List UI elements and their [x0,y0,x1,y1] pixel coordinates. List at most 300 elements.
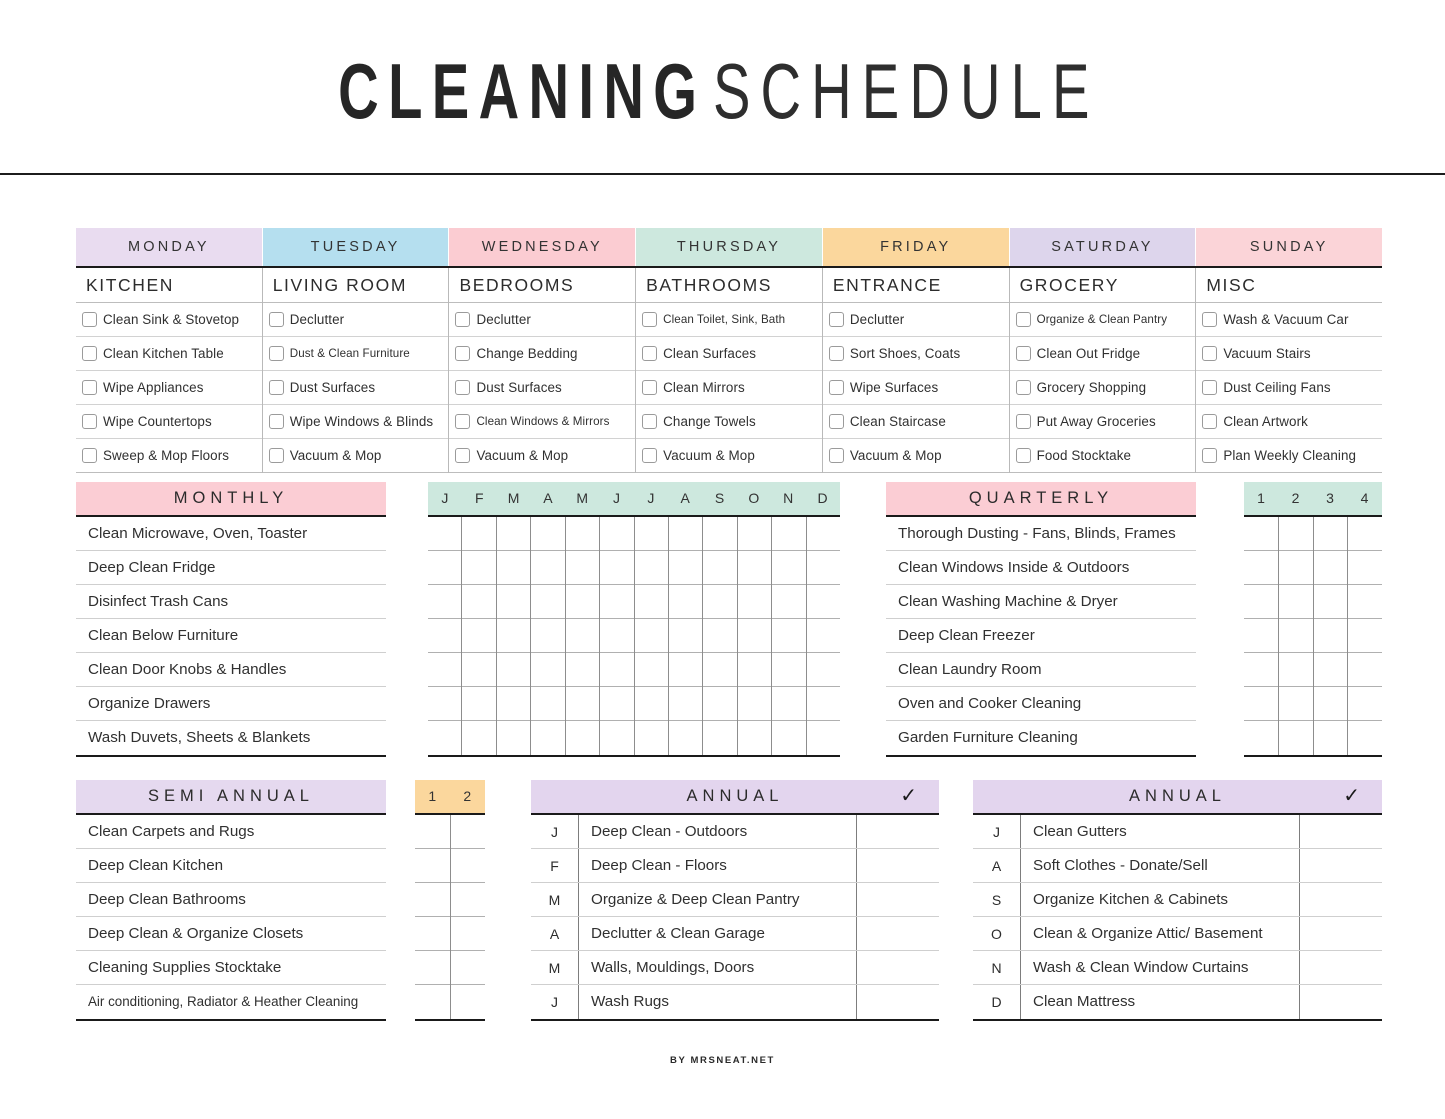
list-item[interactable]: Wash Duvets, Sheets & Blankets [88,729,311,746]
task-row[interactable] [263,439,449,473]
tracker-cell[interactable] [635,585,668,619]
tracker-column-header: 1 [428,788,437,804]
task-row[interactable] [1010,337,1196,371]
tracker-cell[interactable] [669,721,702,755]
annual-check-cell[interactable] [857,815,939,848]
tracker-cell[interactable] [566,551,599,585]
annual-row[interactable] [973,917,1382,951]
annual-task-label: Deep Clean - Floors [579,849,857,882]
list-item[interactable]: Clean Below Furniture [76,619,386,653]
tracker-cell[interactable] [451,883,486,917]
tracker-cell[interactable] [415,985,450,1019]
tracker-cell[interactable] [669,517,702,551]
tracker-column [462,517,496,755]
checkbox-icon[interactable] [829,448,844,463]
task-row[interactable] [636,405,822,439]
task-row[interactable] [1010,371,1196,405]
task-row[interactable] [263,371,449,405]
tracker-cell[interactable] [1348,619,1382,653]
tracker-cell[interactable] [462,619,495,653]
tracker-cell[interactable] [635,653,668,687]
semi-annual-heading: SEMI ANNUAL [76,780,386,813]
tracker-cell[interactable] [669,653,702,687]
task-row[interactable] [823,371,1009,405]
annual-check-cell[interactable] [1300,815,1382,848]
tracker-cell[interactable] [462,551,495,585]
checkbox-icon[interactable] [1202,414,1217,429]
task-label: Grocery Shopping [1036,380,1147,395]
list-item[interactable]: Deep Clean Fridge [76,551,386,585]
tracker-cell[interactable] [428,585,461,619]
tracker-cell[interactable] [703,517,736,551]
tracker-cell[interactable] [415,883,450,917]
checkbox-icon[interactable] [642,414,657,429]
tracker-cell[interactable] [428,687,461,721]
task-row[interactable] [263,337,449,371]
list-item[interactable]: Disinfect Trash Cans [76,585,386,619]
checkbox-icon[interactable] [455,312,470,327]
tracker-column [772,517,806,755]
task-row[interactable] [1196,371,1382,405]
task-row[interactable] [76,371,262,405]
annual-panel-right [973,780,1382,1021]
task-label: Sort Shoes, Coats [849,346,961,361]
list-item[interactable]: Thorough Dusting - Fans, Blinds, Frames [886,517,1196,551]
tracker-cell[interactable] [600,619,633,653]
tracker-cell[interactable] [807,585,840,619]
tracker-cell[interactable] [1244,653,1278,687]
annual-left-heading [531,780,939,813]
annual-row[interactable] [531,917,939,951]
checkbox-icon[interactable] [82,448,97,463]
task-row[interactable] [1196,303,1382,337]
tracker-cell[interactable] [738,721,771,755]
annual-check-cell[interactable] [857,849,939,882]
task-row[interactable] [823,303,1009,337]
annual-row[interactable] [531,951,939,985]
tracker-cell[interactable] [462,687,495,721]
tracker-cell[interactable] [1244,585,1278,619]
list-item[interactable]: Garden Furniture Cleaning [898,729,1078,746]
list-item[interactable]: Deep Clean Freezer [886,619,1196,653]
task-label: Vacuum & Mop [849,448,942,463]
checkbox-icon[interactable] [829,380,844,395]
task-row[interactable] [449,303,635,337]
tracker-cell[interactable] [738,619,771,653]
task-row[interactable] [823,337,1009,371]
tracker-cell[interactable] [1348,653,1382,687]
tracker-cell[interactable] [600,653,633,687]
task-row[interactable] [76,303,262,337]
tracker-cell[interactable] [600,721,633,755]
tracker-cell[interactable] [1279,517,1313,551]
list-item[interactable]: Clean Door Knobs & Handles [76,653,386,687]
tracker-cell[interactable] [772,687,805,721]
footer-credit: BY MRSNEAT.NET [670,1055,775,1066]
checkbox-icon[interactable] [1016,346,1031,361]
checkbox-icon[interactable] [82,346,97,361]
annual-check-cell[interactable] [857,917,939,950]
tracker-cell[interactable] [669,619,702,653]
checkbox-icon[interactable] [642,346,657,361]
tracker-cell[interactable] [415,815,450,849]
tracker-cell[interactable] [1314,551,1348,585]
tracker-cell[interactable] [462,721,495,755]
task-label: Wipe Countertops [103,414,212,429]
annual-month-label: J [973,815,1021,848]
tracker-column-header: 4 [1360,490,1369,506]
tracker-cell[interactable] [1348,721,1382,755]
task-label: Plan Weekly Cleaning [1223,448,1357,463]
tracker-cell[interactable] [451,951,486,985]
tracker-cell[interactable] [497,619,530,653]
annual-task-label: Soft Clothes - Donate/Sell [1021,849,1300,882]
tracker-cell[interactable] [566,687,599,721]
tracker-cell[interactable] [772,721,805,755]
tracker-cell[interactable] [772,517,805,551]
annual-row[interactable] [973,849,1382,883]
checkbox-icon[interactable] [455,448,470,463]
tracker-cell[interactable] [807,517,840,551]
tracker-cell[interactable] [497,653,530,687]
tracker-cell[interactable] [531,551,564,585]
tracker-cell[interactable] [738,687,771,721]
tracker-cell[interactable] [1244,619,1278,653]
annual-check-cell[interactable] [857,951,939,984]
tracker-cell[interactable] [451,815,486,849]
task-row[interactable] [449,371,635,405]
tracker-cell[interactable] [415,951,450,985]
tracker-cell[interactable] [1279,585,1313,619]
tracker-cell[interactable] [669,551,702,585]
tracker-cell[interactable] [807,619,840,653]
list-item[interactable]: Clean Laundry Room [886,653,1196,687]
tracker-cell[interactable] [703,619,736,653]
checkbox-icon[interactable] [1016,312,1031,327]
tracker-cell[interactable] [531,653,564,687]
tracker-cell[interactable] [1244,551,1278,585]
tracker-column [669,517,703,755]
tracker-cell[interactable] [1244,517,1278,551]
annual-month-label: M [531,883,579,916]
annual-check-cell[interactable] [1300,917,1382,950]
checkbox-icon[interactable] [455,414,470,429]
tracker-column [600,517,634,755]
tracker-cell[interactable] [600,687,633,721]
task-row[interactable] [636,371,822,405]
semi-annual-bottom-divider [76,1019,386,1021]
annual-task-label: Walls, Mouldings, Doors [579,951,857,984]
task-row[interactable] [449,439,635,473]
checkbox-icon[interactable] [82,414,97,429]
tracker-cell[interactable] [1244,687,1278,721]
tracker-cell[interactable] [738,585,771,619]
task-label: Clean Windows & Mirrors [476,415,610,428]
annual-check-cell[interactable] [857,985,939,1019]
task-row[interactable] [1010,303,1196,337]
tracker-cell[interactable] [807,687,840,721]
checkbox-icon[interactable] [829,312,844,327]
checkbox-icon[interactable] [642,448,657,463]
tracker-cell[interactable] [772,619,805,653]
task-row[interactable] [636,303,822,337]
checkbox-icon[interactable] [269,346,284,361]
tracker-cell[interactable] [451,917,486,951]
task-row[interactable] [263,405,449,439]
tracker-cell[interactable] [1279,687,1313,721]
tracker-cell[interactable] [1314,585,1348,619]
tracker-cell[interactable] [772,653,805,687]
checkbox-icon[interactable] [269,312,284,327]
annual-row[interactable] [973,985,1382,1019]
tracker-cell[interactable] [462,517,495,551]
tracker-cell[interactable] [1279,619,1313,653]
task-label: Clean Artwork [1223,414,1308,429]
annual-row[interactable] [531,815,939,849]
tracker-cell[interactable] [497,517,530,551]
checkbox-icon[interactable] [82,380,97,395]
tracker-cell[interactable] [703,585,736,619]
tracker-cell[interactable] [807,653,840,687]
annual-row[interactable] [531,883,939,917]
tracker-cell[interactable] [807,721,840,755]
tracker-cell[interactable] [1348,687,1382,721]
area-label: BEDROOMS [449,268,635,303]
tracker-cell[interactable] [428,653,461,687]
list-item[interactable]: Deep Clean & Organize Closets [76,917,386,951]
task-row[interactable] [1010,405,1196,439]
task-row[interactable] [449,405,635,439]
task-row[interactable] [636,337,822,371]
tracker-cell[interactable] [807,551,840,585]
list-item[interactable]: Clean Windows Inside & Outdoors [886,551,1196,585]
weekly-schedule-table [76,228,1382,473]
tracker-cell[interactable] [566,619,599,653]
checkbox-icon[interactable] [1016,448,1031,463]
annual-task-label: Declutter & Clean Garage [579,917,857,950]
tracker-cell[interactable] [703,721,736,755]
tracker-cell[interactable] [600,517,633,551]
tracker-cell[interactable] [531,619,564,653]
tracker-cell[interactable] [451,849,486,883]
checkbox-icon[interactable] [1016,380,1031,395]
task-row[interactable] [76,405,262,439]
annual-check-cell[interactable] [1300,883,1382,916]
tracker-cell[interactable] [1314,687,1348,721]
monthly-tracker-grid [428,482,840,757]
list-item[interactable]: Clean Washing Machine & Dryer [886,585,1196,619]
list-item[interactable]: Clean Carpets and Rugs [76,815,386,849]
annual-row[interactable] [531,985,939,1019]
annual-month-label: F [531,849,579,882]
tracker-cell[interactable] [1348,585,1382,619]
task-row[interactable] [823,439,1009,473]
tracker-cell[interactable] [428,517,461,551]
annual-row[interactable] [973,883,1382,917]
checkbox-icon[interactable] [642,312,657,327]
annual-right-heading [973,780,1382,813]
tracker-cell[interactable] [1314,619,1348,653]
tracker-cell[interactable] [1279,721,1313,755]
task-label: Wipe Windows & Blinds [289,414,434,429]
task-label: Dust & Clean Furniture [289,347,410,360]
tracker-cell[interactable] [566,653,599,687]
task-row[interactable] [76,439,262,473]
tracker-cell[interactable] [772,551,805,585]
tracker-cell[interactable] [635,551,668,585]
annual-left-rows [531,815,939,1019]
checkbox-icon[interactable] [269,448,284,463]
tracker-cell[interactable] [451,985,486,1019]
title-divider [0,173,1445,175]
checkbox-icon[interactable] [1016,414,1031,429]
tracker-cell[interactable] [738,551,771,585]
annual-panel-left [531,780,939,1021]
checkbox-icon[interactable] [829,346,844,361]
task-label: Clean Kitchen Table [103,346,224,361]
weekly-columns [76,268,1382,473]
checkbox-icon[interactable] [642,380,657,395]
tracker-cell[interactable] [703,653,736,687]
tracker-cell[interactable] [1314,517,1348,551]
tracker-cell[interactable] [635,721,668,755]
tracker-cell[interactable] [635,517,668,551]
tracker-column-header: 1 [1257,490,1266,506]
task-label: Dust Surfaces [289,380,376,395]
tracker-cell[interactable] [738,517,771,551]
tracker-cell[interactable] [428,551,461,585]
tracker-cell[interactable] [600,585,633,619]
day-column-thursday [636,268,823,473]
tracker-cell[interactable] [703,551,736,585]
tracker-cell[interactable] [497,551,530,585]
tracker-cell[interactable] [415,917,450,951]
checkbox-icon[interactable] [1202,312,1217,327]
annual-check-cell[interactable] [1300,951,1382,984]
task-row[interactable] [76,337,262,371]
list-item[interactable]: Deep Clean Kitchen [76,849,386,883]
tracker-cell[interactable] [566,585,599,619]
weekly-day-header-row [76,228,1382,266]
tracker-cell[interactable] [1314,653,1348,687]
list-item[interactable]: Clean Microwave, Oven, Toaster [76,517,386,551]
day-column-friday [823,268,1010,473]
task-label: Clean Mirrors [663,380,745,395]
annual-check-cell[interactable] [857,883,939,916]
annual-month-label: A [973,849,1021,882]
day-column-tuesday [263,268,450,473]
tracker-cell[interactable] [1244,721,1278,755]
quarterly-heading: QUARTERLY [886,482,1196,515]
task-row[interactable] [1010,439,1196,473]
checkbox-icon[interactable] [1202,380,1217,395]
annual-row[interactable] [973,815,1382,849]
list-item[interactable]: Oven and Cooker Cleaning [886,687,1196,721]
tracker-cell[interactable] [531,517,564,551]
tracker-column-header: D [817,490,829,506]
tracker-cell[interactable] [635,687,668,721]
annual-check-cell[interactable] [1300,985,1382,1019]
checkbox-icon[interactable] [455,380,470,395]
checkbox-icon[interactable] [269,380,284,395]
task-label: Vacuum & Mop [663,448,755,463]
list-item[interactable]: Deep Clean Bathrooms [76,883,386,917]
tracker-cell[interactable] [497,585,530,619]
tracker-cell[interactable] [600,551,633,585]
annual-month-label: N [973,951,1021,984]
tracker-cell[interactable] [1348,551,1382,585]
tracker-cell[interactable] [497,721,530,755]
area-label: GROCERY [1010,268,1196,303]
annual-check-cell[interactable] [1300,849,1382,882]
task-row[interactable] [1196,405,1382,439]
tracker-cell[interactable] [566,721,599,755]
task-row[interactable] [636,439,822,473]
checkbox-icon[interactable] [455,346,470,361]
tracker-cell[interactable] [1279,653,1313,687]
checkbox-icon[interactable] [269,414,284,429]
tracker-cell[interactable] [531,721,564,755]
tracker-cell[interactable] [497,687,530,721]
quarterly-panel [886,482,1196,757]
tracker-cell[interactable] [669,585,702,619]
checkbox-icon[interactable] [829,414,844,429]
annual-row[interactable] [531,849,939,883]
tracker-cell[interactable] [1314,721,1348,755]
tracker-cell[interactable] [635,619,668,653]
annual-left-heading-label: ANNUAL [686,787,784,805]
checkbox-icon[interactable] [82,312,97,327]
tracker-cell[interactable] [738,653,771,687]
task-row[interactable] [263,303,449,337]
tracker-cell[interactable] [1348,517,1382,551]
tracker-cell[interactable] [462,585,495,619]
checkbox-icon[interactable] [1202,448,1217,463]
tracker-cell[interactable] [428,721,461,755]
task-row[interactable] [1196,337,1382,371]
task-label: Sweep & Mop Floors [103,448,230,463]
page-title-primary: CLEANING [338,47,707,135]
list-item[interactable]: Air conditioning, Radiator & Heather Cleaning [88,994,359,1009]
task-row[interactable] [823,405,1009,439]
tracker-cell[interactable] [703,687,736,721]
tracker-cell[interactable] [566,517,599,551]
list-item[interactable]: Cleaning Supplies Stocktake [76,951,386,985]
annual-row[interactable] [973,951,1382,985]
task-row[interactable] [1196,439,1382,473]
tracker-cell[interactable] [462,653,495,687]
tracker-column [1279,517,1314,755]
day-header-sunday: SUNDAY [1196,228,1382,266]
annual-month-label: J [531,985,579,1019]
tracker-cell[interactable] [531,585,564,619]
annual-month-label: M [531,951,579,984]
list-item[interactable]: Organize Drawers [76,687,386,721]
task-row[interactable] [449,337,635,371]
checkbox-icon[interactable] [1202,346,1217,361]
tracker-cell[interactable] [669,687,702,721]
day-column-sunday [1196,268,1382,473]
tracker-cell[interactable] [1279,551,1313,585]
tracker-cell[interactable] [428,619,461,653]
tracker-column [1348,517,1382,755]
tracker-cell[interactable] [531,687,564,721]
tracker-column [807,517,840,755]
tracker-cell[interactable] [415,849,450,883]
day-column-monday [76,268,263,473]
tracker-cell[interactable] [772,585,805,619]
tracker-column [635,517,669,755]
